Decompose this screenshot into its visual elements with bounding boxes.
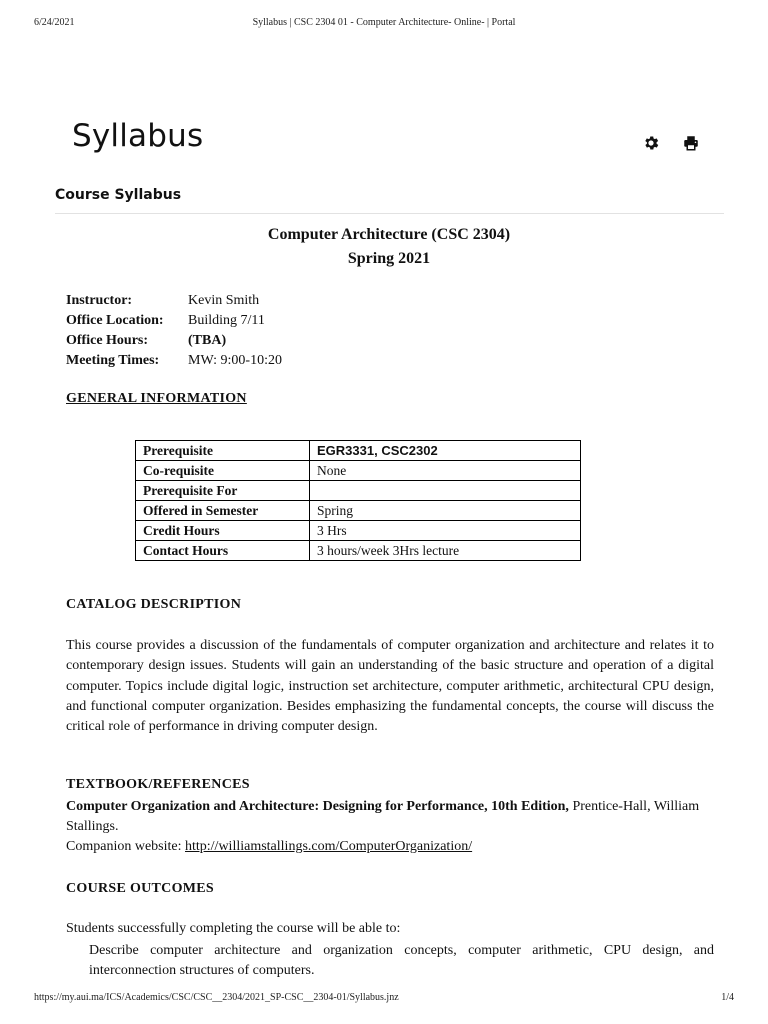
info-row-office-hours [66, 331, 282, 351]
info-value: Kevin Smith [188, 293, 260, 308]
general-information-heading: GENERAL INFORMATION [66, 391, 247, 406]
table-row [136, 541, 581, 561]
table-row [136, 461, 581, 481]
course-info [66, 291, 282, 371]
table-row [136, 481, 581, 501]
table-value: 3 Hrs [310, 521, 581, 541]
gear-icon[interactable] [642, 134, 660, 152]
info-label: Office Location: [66, 313, 164, 328]
table-value: EGR3331, CSC2302 [310, 441, 581, 461]
table-key: Offered in Semester [136, 501, 310, 521]
course-term: Spring 2021 [347, 250, 431, 267]
course-title: Computer Architecture (CSC 2304) [267, 226, 511, 243]
catalog-description-text: This course provides a discussion of the fundamentals of computer organization and architecture and relates it to contemporary design issues. Students will gain an understanding of the basic structure and operation of a digital computer. Topics include digital logic, instruction set architecture, computer arithmetic, architectural CPU design, and functional computer organization. Besides emphasizing the fundamental concepts, the course will discuss the critical role of performance in driving computer design. [66, 638, 714, 735]
textbook-references [66, 797, 720, 857]
info-row-instructor [66, 291, 282, 311]
table-key: Credit Hours [136, 521, 310, 541]
info-label: Office Hours: [66, 333, 149, 348]
print-page-title: Syllabus | CSC 2304 01 - Computer Architecture- Online- | Portal [252, 17, 516, 28]
table-key: Co-requisite [136, 461, 310, 481]
table-row [136, 441, 581, 461]
catalog-description-heading: CATALOG DESCRIPTION [66, 597, 242, 612]
info-row-office-location [66, 311, 282, 331]
course-outcomes-intro: Students successfully completing the course will be able to: [66, 921, 401, 936]
page-title: Syllabus [72, 118, 204, 154]
general-information-table [135, 440, 581, 561]
table-value: Spring [310, 501, 581, 521]
table-value: 3 hours/week 3Hrs lecture [310, 541, 581, 561]
info-value: Building 7/11 [188, 313, 265, 328]
section-heading: Course Syllabus [55, 187, 182, 203]
section-divider [55, 213, 724, 214]
info-value: MW: 9:00-10:20 [188, 353, 282, 368]
table-row [136, 501, 581, 521]
table-value [310, 481, 581, 501]
textbook-heading: TEXTBOOK/REFERENCES [66, 777, 250, 792]
companion-label: Companion website: [66, 839, 185, 854]
print-icon[interactable] [682, 134, 700, 152]
print-footer-url: https://my.aui.ma/ICS/Academics/CSC/CSC__2304/2021_SP-CSC__2304-01/Syllabus.jnz [34, 992, 399, 1003]
table-value: None [310, 461, 581, 481]
print-footer-page-number: 1/4 [721, 992, 734, 1003]
table-row [136, 521, 581, 541]
print-date: 6/24/2021 [34, 17, 75, 28]
table-key: Prerequisite [136, 441, 310, 461]
info-value: (TBA) [188, 333, 227, 348]
table-key: Prerequisite For [136, 481, 310, 501]
course-outcome-item: Describe computer architecture and organization concepts, computer arithmetic, CPU design, and interconnection structures of computers. [89, 943, 714, 978]
course-outcomes-heading: COURSE OUTCOMES [66, 881, 215, 896]
info-label: Meeting Times: [66, 353, 160, 368]
textbook-publisher: Prentice-Hall, William Stallings. [66, 799, 700, 834]
info-label: Instructor: [66, 293, 133, 308]
textbook-title: Computer Organization and Architecture: Designing for Performance, 10th Edition, [66, 799, 569, 814]
info-row-meeting-times [66, 351, 282, 371]
companion-website-link[interactable]: http://williamstallings.com/ComputerOrganization/ [185, 839, 473, 854]
table-key: Contact Hours [136, 541, 310, 561]
